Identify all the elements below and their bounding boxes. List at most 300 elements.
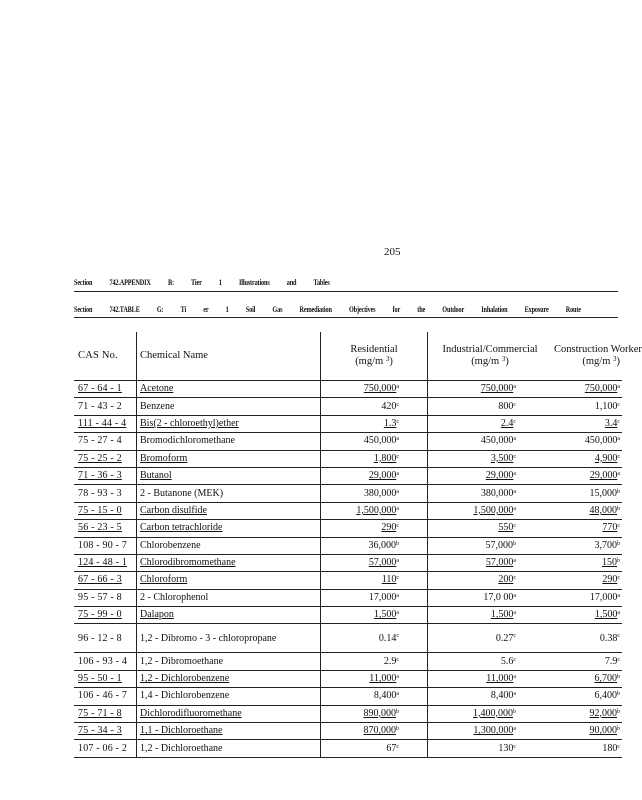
footnote-marker: c — [513, 575, 516, 582]
residential-value-value: 110 — [381, 574, 397, 586]
cas-number — [74, 554, 137, 571]
construction-value — [552, 723, 622, 740]
residential-value-value: 67 — [386, 742, 397, 754]
industrial-value-value: 5.6 — [500, 655, 514, 667]
footnote-marker: c — [617, 523, 620, 530]
col-header-residential — [321, 332, 428, 381]
residential-value — [321, 670, 428, 687]
footnote-marker: c — [513, 453, 516, 460]
chemical-name — [137, 433, 321, 450]
construction-value-value: 29,000 — [589, 470, 618, 482]
construction-value-value: 290 — [602, 574, 618, 586]
footnote-marker: b — [617, 505, 620, 512]
industrial-value — [428, 415, 553, 432]
header-word: Inhalation — [481, 305, 508, 314]
residential-value-value: 8,400 — [373, 690, 397, 702]
construction-value — [552, 485, 622, 502]
footnote-marker: a — [513, 691, 516, 698]
footnote-marker: a — [513, 384, 516, 391]
industrial-label: Industrial/Commercial — [442, 344, 538, 355]
footnote-marker: b — [617, 691, 620, 698]
footnote-marker: a — [396, 558, 399, 565]
industrial-value — [428, 485, 553, 502]
chemical-name — [137, 607, 321, 624]
footnote-marker: a — [617, 592, 620, 599]
industrial-value — [428, 723, 553, 740]
industrial-value-value: 200 — [498, 574, 514, 586]
page-number: 205 — [384, 246, 401, 258]
chemical-name-value: Dichlorodifluoromethane — [140, 707, 242, 719]
footnote-marker: a — [513, 471, 516, 478]
industrial-value-value: 750,000 — [480, 383, 514, 395]
table-row — [74, 537, 622, 554]
footnote-marker: a — [396, 488, 399, 495]
chemical-name — [137, 467, 321, 484]
footnote-marker: a — [617, 610, 620, 617]
chemical-name — [137, 450, 321, 467]
cas-number — [74, 415, 137, 432]
footnote-marker: a — [513, 488, 516, 495]
footnote-marker: c — [396, 632, 399, 639]
header-word: Gas — [272, 305, 283, 314]
chemical-name-value: 1,2 - Dichloroethane — [140, 742, 223, 754]
residential-value — [321, 381, 428, 398]
industrial-value — [428, 740, 553, 757]
footnote-marker: b — [617, 540, 620, 547]
footnote-marker: c — [617, 453, 620, 460]
cas-number — [74, 589, 137, 606]
construction-value — [552, 381, 622, 398]
cas-number-value: 95 - 57 - 8 — [78, 591, 122, 603]
chemical-name — [137, 398, 321, 415]
construction-value — [552, 572, 622, 589]
footnote-marker: a — [617, 384, 620, 391]
construction-value-value: 150 — [602, 557, 617, 569]
residential-value — [321, 502, 428, 519]
col-header-industrial — [428, 332, 553, 381]
construction-value-value: 450,000 — [584, 435, 618, 447]
residential-value — [321, 589, 428, 606]
residential-value — [321, 740, 428, 757]
header-word: B: — [167, 278, 174, 287]
residential-value-value: 36,000 — [368, 539, 396, 551]
footnote-marker: c — [617, 743, 620, 750]
chemical-name-value: Dalapon — [140, 609, 174, 621]
header-word: 1 — [225, 305, 229, 314]
residential-value-value: 420 — [381, 400, 397, 412]
footnote-marker: a — [513, 674, 516, 681]
chemical-name-value: Bromoform — [140, 452, 188, 464]
industrial-value-value: 2.4 — [500, 417, 514, 429]
cas-number-value: 106 - 46 - 7 — [78, 690, 128, 702]
residential-value — [321, 520, 428, 537]
table-row — [74, 589, 622, 606]
industrial-value-value: 130 — [498, 742, 514, 754]
residential-value — [321, 624, 428, 653]
header-word: Objectives — [348, 305, 376, 314]
chemical-name — [137, 653, 321, 670]
cas-number-value: 108 - 90 - 7 — [78, 539, 128, 551]
header-word: Soil — [245, 305, 256, 314]
header-word: er — [203, 305, 209, 314]
footnote-marker: a — [513, 558, 516, 565]
construction-value-value: 4,900 — [594, 452, 618, 464]
footnote-marker: b — [396, 726, 399, 733]
industrial-value-value: 1,400,000 — [473, 707, 513, 719]
cas-number — [74, 467, 137, 484]
header-word: Tables — [313, 278, 330, 287]
cas-number-value: 75 - 99 - 0 — [78, 609, 122, 621]
chemical-name-value: Chloroform — [140, 574, 188, 586]
footnote-marker: c — [617, 401, 620, 408]
cas-number-value: 124 - 48 - 1 — [78, 557, 128, 569]
industrial-value-value: 29,000 — [485, 470, 514, 482]
footnote-marker: a — [513, 436, 516, 443]
table-row — [74, 381, 622, 398]
construction-value-value: 750,000 — [584, 383, 618, 395]
footnote-marker: c — [513, 743, 516, 750]
residential-value-value: 750,000 — [363, 383, 397, 395]
industrial-value — [428, 572, 553, 589]
cas-number — [74, 624, 137, 653]
chemical-name-value: 1,1 - Dichloroethane — [140, 725, 223, 737]
footnote-marker: c — [396, 743, 399, 750]
construction-value-value: 7.9 — [604, 655, 618, 667]
cas-number — [74, 450, 137, 467]
footnote-marker: c — [617, 632, 620, 639]
footnote-marker: c — [396, 453, 399, 460]
chemical-name-value: 1,4 - Dichlorobenzene — [140, 690, 230, 702]
cas-number — [74, 670, 137, 687]
header-word: Section — [74, 278, 93, 287]
footnote-marker: c — [396, 523, 399, 530]
cas-number-value: 96 - 12 - 8 — [78, 632, 122, 644]
residential-value — [321, 607, 428, 624]
industrial-value-value: 1,500,000 — [473, 504, 514, 516]
residential-value-value: 17,000 — [368, 591, 397, 603]
cas-number-value: 111 - 44 - 4 — [78, 417, 127, 429]
industrial-value-value: 57,000 — [485, 557, 514, 569]
chemical-name — [137, 589, 321, 606]
chemical-name — [137, 705, 321, 722]
residential-value — [321, 415, 428, 432]
table-row — [74, 398, 622, 415]
cas-number-value: 95 - 50 - 1 — [78, 673, 122, 685]
construction-value-value: 6,400 — [594, 690, 617, 702]
footnote-marker: c — [396, 656, 399, 663]
chemical-name-value: 1,2 - Dibromoethane — [140, 655, 224, 667]
chemical-name-value: Chlorobenzene — [140, 539, 201, 551]
residential-value-value: 450,000 — [363, 435, 397, 447]
footnote-marker: c — [513, 418, 516, 425]
residential-value-value: 890,000 — [363, 707, 396, 719]
chemical-name — [137, 485, 321, 502]
footnote-marker: a — [513, 505, 516, 512]
header-word: 742.TABLE — [109, 305, 140, 314]
unit-superscript: 3 — [501, 355, 506, 363]
industrial-value — [428, 537, 553, 554]
construction-value — [552, 589, 622, 606]
chemical-name — [137, 502, 321, 519]
appendix-header — [74, 278, 495, 287]
construction-value — [552, 705, 622, 722]
industrial-value-value: 1,300,000 — [473, 725, 514, 737]
col-header-construction — [552, 332, 642, 381]
table-row — [74, 723, 622, 740]
cas-number-value: 75 - 15 - 0 — [78, 504, 122, 516]
header-word: Tier — [191, 278, 202, 287]
residential-value — [321, 398, 428, 415]
construction-value — [552, 433, 622, 450]
header-word: 742.APPENDIX — [109, 278, 151, 287]
industrial-value-value: 800 — [498, 400, 514, 412]
residential-value — [321, 688, 428, 705]
construction-value — [552, 554, 622, 571]
col-header-cas: CAS No. — [74, 332, 137, 381]
footnote-marker: a — [396, 505, 399, 512]
cas-number — [74, 485, 137, 502]
construction-value-value: 3.4 — [604, 417, 618, 429]
cas-number-value: 67 - 64 - 1 — [78, 383, 122, 395]
cas-number — [74, 653, 137, 670]
construction-value-value: 1,500 — [594, 609, 618, 621]
chemical-name-value: Benzene — [140, 400, 175, 412]
industrial-value — [428, 433, 553, 450]
cas-number — [74, 537, 137, 554]
residential-value-value: 1,500 — [373, 609, 397, 621]
construction-value-value: 180 — [602, 742, 618, 754]
residential-value-value: 1,500,000 — [356, 504, 397, 516]
construction-value-value: 0.38 — [599, 632, 618, 644]
cas-number-value: 56 - 23 - 5 — [78, 522, 122, 534]
footnote-marker: a — [396, 610, 399, 617]
construction-value — [552, 520, 622, 537]
cas-number-value: 75 - 25 - 2 — [78, 452, 122, 464]
industrial-value — [428, 467, 553, 484]
footnote-marker: c — [617, 656, 620, 663]
industrial-value-value: 380,000 — [480, 487, 514, 499]
header-word: Remediation — [299, 305, 332, 314]
footnote-marker: a — [396, 384, 399, 391]
header-word: the — [417, 305, 426, 314]
unit-superscript: 3 — [385, 355, 390, 363]
footnote-marker: c — [396, 418, 399, 425]
table-row — [74, 624, 622, 653]
construction-label: Construction Worker — [554, 344, 642, 355]
footnote-marker: c — [617, 418, 620, 425]
header-word: Exposure — [524, 305, 549, 314]
footnote-marker: b — [396, 708, 399, 715]
footnote-marker: a — [396, 674, 399, 681]
industrial-value — [428, 520, 553, 537]
table-row — [74, 688, 622, 705]
chemical-name-value: 1,2 - Dibromo - 3 - chloropropane — [140, 632, 277, 644]
cas-number-value: 106 - 93 - 4 — [78, 655, 128, 667]
footnote-marker: a — [617, 436, 620, 443]
construction-value-value: 17,000 — [589, 591, 618, 603]
header-word: Route — [565, 305, 581, 314]
footnote-marker: b — [617, 726, 620, 733]
table-row — [74, 705, 622, 722]
chemical-name — [137, 688, 321, 705]
cas-number-value: 75 - 34 - 3 — [78, 725, 122, 737]
table-row — [74, 415, 622, 432]
footnote-marker: b — [617, 558, 620, 565]
industrial-value-value: 0.27 — [495, 632, 514, 644]
residential-value — [321, 572, 428, 589]
footnote-marker: c — [513, 401, 516, 408]
residential-value-value: 290 — [381, 522, 397, 534]
residential-value — [321, 485, 428, 502]
industrial-value-value: 550 — [498, 522, 514, 534]
header-word: Ti — [180, 305, 187, 314]
residential-value — [321, 450, 428, 467]
chemical-name-value: Bis(2 - chloroethyl)ether — [140, 417, 239, 429]
footnote-marker: c — [513, 656, 516, 663]
chemical-name — [137, 670, 321, 687]
residential-value — [321, 433, 428, 450]
footnote-marker: b — [617, 488, 620, 495]
chemical-name-value: 2 - Butanone (MEK) — [140, 487, 224, 499]
table-row — [74, 572, 622, 589]
table-row — [74, 653, 622, 670]
residential-value-value: 1.3 — [383, 417, 397, 429]
industrial-value — [428, 624, 553, 653]
construction-value — [552, 398, 622, 415]
cas-number — [74, 705, 137, 722]
residential-value — [321, 653, 428, 670]
chemical-name-value: Chlorodibromomethane — [140, 557, 236, 569]
industrial-value-value: 17,0 00 — [483, 591, 514, 603]
chemical-name — [137, 554, 321, 571]
chemical-name-value: 2 - Chlorophenol — [140, 591, 209, 603]
construction-value — [552, 450, 622, 467]
cas-number — [74, 723, 137, 740]
chemical-name — [137, 520, 321, 537]
construction-value — [552, 653, 622, 670]
residential-value — [321, 537, 428, 554]
construction-value — [552, 467, 622, 484]
unit-label: (mg/m — [471, 356, 500, 367]
header-word: and — [286, 278, 297, 287]
industrial-value — [428, 589, 553, 606]
table-row — [74, 607, 622, 624]
header-rule — [74, 317, 618, 318]
construction-value — [552, 740, 622, 757]
footnote-marker: c — [513, 632, 516, 639]
cas-number — [74, 381, 137, 398]
industrial-value-value: 11,000 — [486, 673, 514, 685]
industrial-value-value: 450,000 — [480, 435, 514, 447]
table-body — [74, 381, 622, 758]
residential-value-value: 11,000 — [369, 673, 397, 685]
unit-close: ) — [616, 356, 620, 367]
industrial-value — [428, 381, 553, 398]
footnote-marker: b — [513, 540, 516, 547]
header-word: Outdoor — [442, 305, 465, 314]
table-title-header — [74, 305, 581, 314]
cas-number — [74, 740, 137, 757]
cas-number-value: 107 - 06 - 2 — [78, 742, 128, 754]
industrial-value — [428, 607, 553, 624]
chemical-name — [137, 415, 321, 432]
industrial-value — [428, 670, 553, 687]
industrial-value — [428, 653, 553, 670]
footnote-marker: a — [396, 691, 399, 698]
chemical-name — [137, 723, 321, 740]
chemical-name-value: Carbon disulfide — [140, 504, 207, 516]
table-row — [74, 554, 622, 571]
construction-value — [552, 688, 622, 705]
soil-gas-objectives-table — [74, 332, 642, 758]
header-word: 1 — [218, 278, 222, 287]
cas-number-value: 67 - 66 - 3 — [78, 574, 122, 586]
footnote-marker: b — [513, 708, 516, 715]
chemical-name-value: Butanol — [140, 470, 172, 482]
table-row — [74, 467, 622, 484]
table-row — [74, 433, 622, 450]
chemical-name — [137, 537, 321, 554]
cas-number — [74, 433, 137, 450]
cas-number-value: 71 - 43 - 2 — [78, 400, 122, 412]
header-word: G: — [156, 305, 164, 314]
industrial-value — [428, 688, 553, 705]
industrial-value — [428, 554, 553, 571]
cas-number-value: 75 - 71 - 8 — [78, 707, 122, 719]
cas-number — [74, 607, 137, 624]
construction-value-value: 48,000 — [589, 504, 617, 516]
industrial-value — [428, 450, 553, 467]
table-row — [74, 670, 622, 687]
construction-value — [552, 415, 622, 432]
construction-value-value: 92,000 — [589, 707, 617, 719]
col-header-name: Chemical Name — [137, 332, 321, 381]
construction-value-value: 15,000 — [589, 487, 617, 499]
residential-label: Residential — [350, 344, 398, 355]
residential-value — [321, 554, 428, 571]
unit-close: ) — [389, 356, 393, 367]
cas-number-value: 78 - 93 - 3 — [78, 487, 122, 499]
residential-value-value: 870,000 — [363, 725, 396, 737]
footnote-marker: a — [513, 726, 516, 733]
footnote-marker: a — [513, 610, 516, 617]
footnote-marker: c — [617, 575, 620, 582]
cas-number — [74, 520, 137, 537]
construction-value — [552, 624, 622, 653]
table-row — [74, 520, 622, 537]
construction-value-value: 770 — [602, 522, 618, 534]
residential-value-value: 57,000 — [368, 557, 397, 569]
industrial-value-value: 1,500 — [490, 609, 514, 621]
table-row — [74, 740, 622, 757]
cas-number-value: 75 - 27 - 4 — [78, 435, 122, 447]
cas-number-value: 71 - 36 - 3 — [78, 470, 122, 482]
header-rule — [74, 291, 618, 292]
industrial-value — [428, 398, 553, 415]
cas-number — [74, 398, 137, 415]
residential-value-value: 1,800 — [373, 452, 397, 464]
residential-value — [321, 705, 428, 722]
header-word: Section — [74, 305, 93, 314]
footnote-marker: c — [513, 523, 516, 530]
industrial-value — [428, 502, 553, 519]
construction-value — [552, 670, 622, 687]
footnote-marker: a — [617, 471, 620, 478]
construction-value-value: 1,100 — [594, 400, 618, 412]
table-header-row — [74, 332, 622, 381]
industrial-value-value: 8,400 — [490, 690, 514, 702]
chemical-name-value: 1,2 - Dichlorobenzene — [140, 673, 230, 685]
